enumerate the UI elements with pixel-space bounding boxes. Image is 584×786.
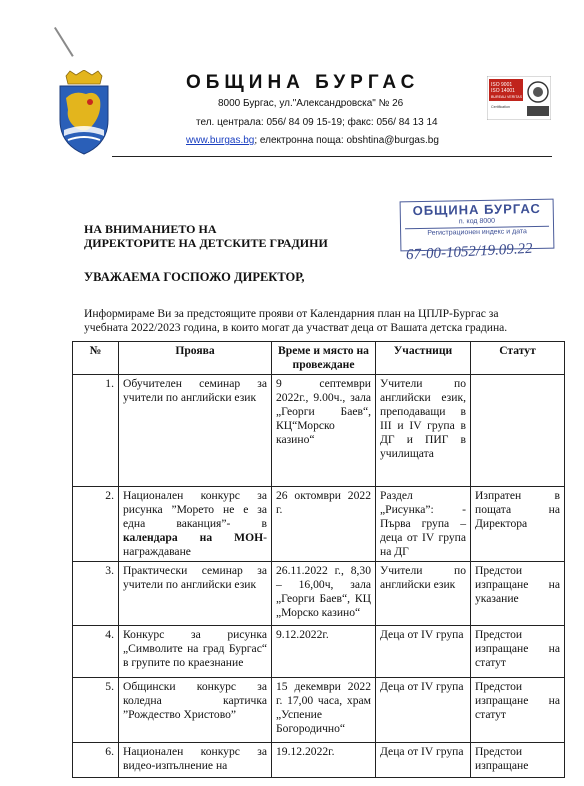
attention-line-2: ДИРЕКТОРИТЕ НА ДЕТСКИТЕ ГРАДИНИ [84,236,328,250]
org-address: 8000 Бургас, ул."Александровска" № 26 [218,98,404,109]
row-event: Практически семинар за учители по английски език [119,562,272,626]
row-event: Общински конкурс за коледна картичка ”Рождество Христово” [119,678,272,743]
row-event-bold-text: календара на МОН [123,531,264,544]
table-row [73,487,565,562]
cert-text-1: ISO 9001 [491,82,513,88]
cert-text-4: Certification [491,105,510,109]
col-header-status: Статут [471,342,565,375]
row-participants: Деца от IV група [376,626,471,678]
scan-artifact-line [54,27,74,57]
stamp-caption: Регистрационен индекс и дата [405,226,549,238]
col-header-time-place: Време и място на провеждане [272,342,376,375]
row-event-suffix: -награждаване [123,531,267,558]
row-time-place: 26.11.2022 г., 8,30 – 16,00ч, зала „Георги Баев“, КЦ „Морско казино“ [272,562,376,626]
cert-text-2: ISO 14001 [491,88,515,94]
cert-text-3: BUREAU VERITAS [491,95,523,99]
row-status: Изпратен в пощата на Директора [471,487,565,562]
row-participants: Деца от IV група [376,678,471,743]
row-number: 5. [73,678,119,743]
row-status [471,375,565,487]
row-number: 4. [73,626,119,678]
row-number: 2. [73,487,119,562]
row-time-place: 9 септември 2022г., 9.00ч., зала „Георги Баев“, КЦ“Морско казино“ [272,375,376,487]
row-time-place: 26 октомври 2022 г. [272,487,376,562]
row-time-place: 9.12.2022г. [272,626,376,678]
burgas-coat-of-arms [56,70,112,156]
row-number: 1. [73,375,119,487]
row-participants: Деца от IV група [376,743,471,778]
row-participants: Учители по английски език [376,562,471,626]
row-status: Предстои изпращане на статут [471,626,565,678]
col-header-event: Проява [119,342,272,375]
row-number: 6. [73,743,119,778]
row-time-place: 19.12.2022г. [272,743,376,778]
email-text: ; електронна поща: obshtina@burgas.bg [254,135,439,146]
row-participants: Учители по английски език, преподаващи в III и IV група в ДГ и ПИГ в училищата [376,375,471,487]
row-event-text: Национален конкурс за рисунка ”Морето не е за една ваканция”- в [123,489,267,530]
certification-logo [487,76,551,120]
row-status: Предстои изпращане [471,743,565,778]
website-link[interactable]: www.burgas.bg [186,135,255,146]
intro-paragraph: Информираме Ви за предстоящите прояви от Календарния план на ЦПЛР-Бургас за учебната 2022/2023 година, в които могат да участват деца от Вашата детска градина. [84,307,508,334]
org-contacts [186,135,439,146]
row-time-place: 15 декември 2022 г. 17,00 часа, храм „Успение Богородично“ [272,678,376,743]
row-event [119,487,272,562]
row-number: 3. [73,562,119,626]
table-row [73,562,565,626]
table-row [73,743,565,778]
registration-number-handwritten: 67-00-1052/19.09.22 [405,240,533,264]
row-status: Предстои изпращане на указание [471,562,565,626]
header-rule [112,156,552,157]
row-event: Национален конкурс за видео-изпълнение на [119,743,272,778]
table-row [73,678,565,743]
col-header-participants: Участници [376,342,471,375]
row-participants: Раздел „Рисунка”: - Първа група – деца от IV група на ДГ [376,487,471,562]
table-header-row [73,342,565,375]
stamp-postcode: п. код 8000 [458,217,496,226]
table-row [73,375,565,487]
events-table [72,341,565,778]
attention-block [84,222,328,250]
org-phones: тел. централа: 056/ 84 09 15-19; факс: 056/ 84 13 14 [196,117,438,128]
stamp-title: ОБЩИНА БУРГАС [412,200,541,219]
row-status: Предстои изпращане на статут [471,678,565,743]
salutation: УВАЖАЕМА ГОСПОЖО ДИРЕКТОР, [84,270,305,284]
row-event: Обучителен семинар за учители по английски език [119,375,272,487]
row-event: Конкурс за рисунка „Символите на град Бургас“ в групите по краезнание [119,626,272,678]
col-header-number: № [73,342,119,375]
org-name: ОБЩИНА БУРГАС [186,72,420,93]
table-row [73,626,565,678]
attention-line-1: НА ВНИМАНИЕТО НА [84,222,217,236]
